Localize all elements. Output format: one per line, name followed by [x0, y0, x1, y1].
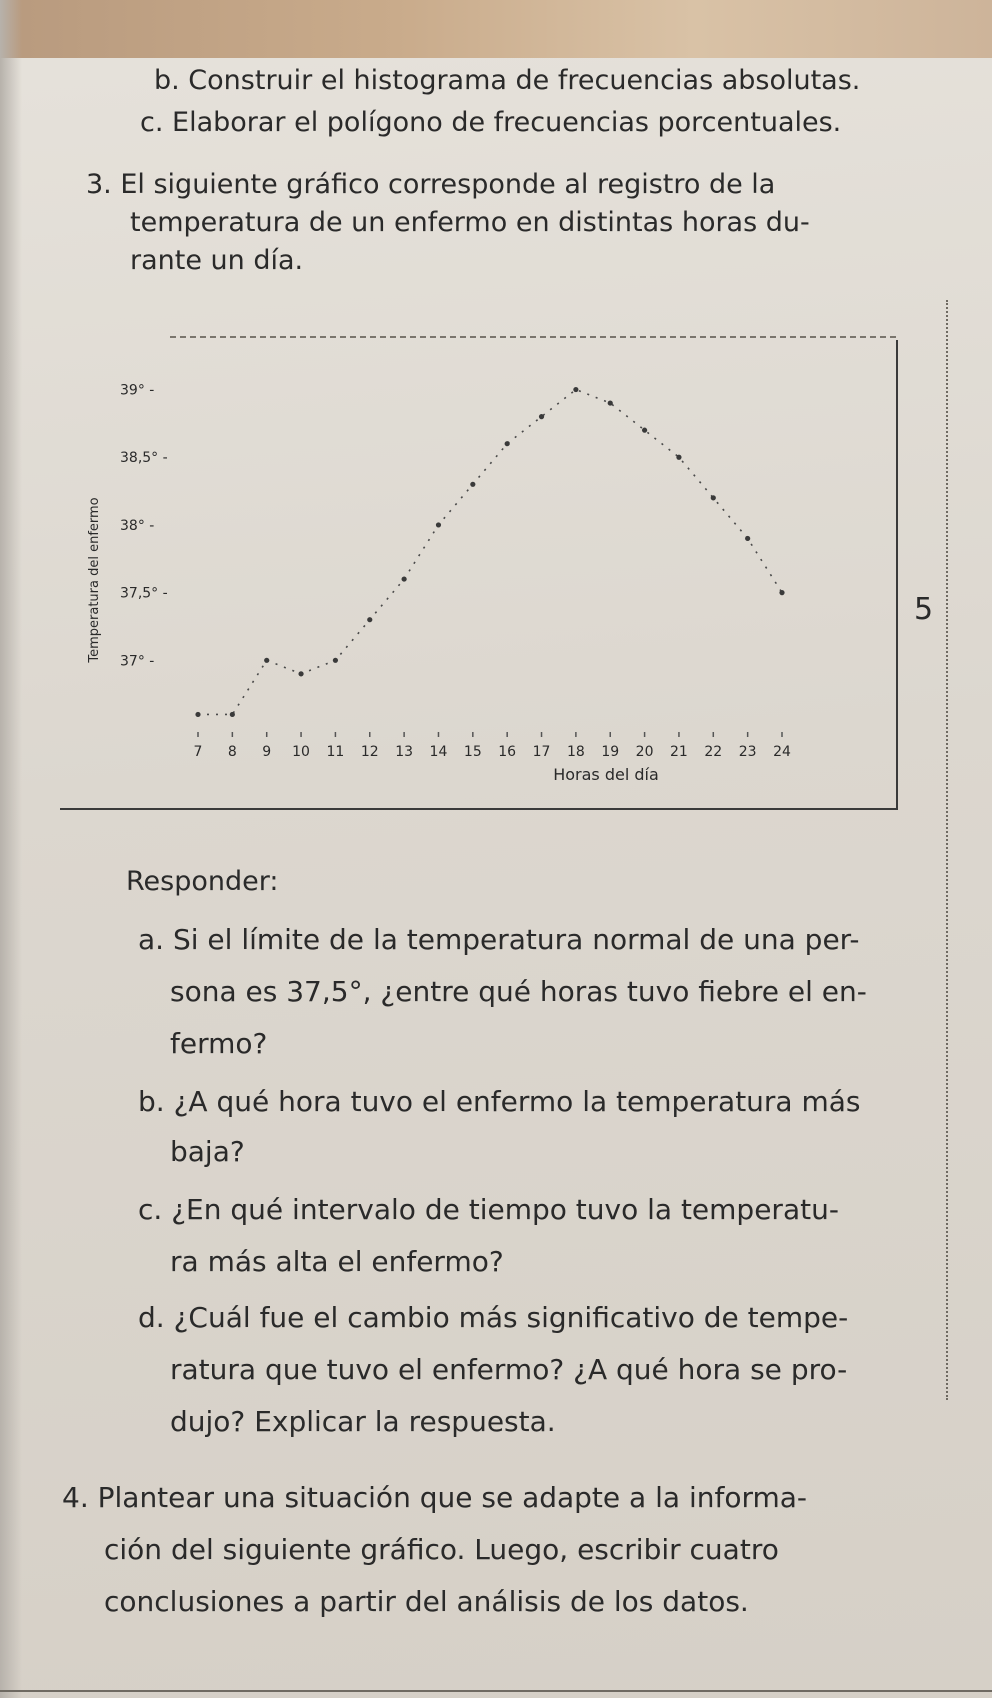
item-c-text: c. Elaborar el polígono de frecuencias porcentuales.: [140, 107, 842, 138]
x-tick-label: 18: [566, 744, 585, 760]
x-tick-label: 8: [227, 744, 237, 760]
x-tick-label: 17: [532, 744, 551, 760]
exercise-4-line-3: conclusiones a partir del análisis de los datos.: [104, 1585, 749, 1618]
temperature-point: [642, 428, 647, 433]
question-d-line-2: ratura que tuvo el enfermo? ¿A qué hora se pro-: [170, 1353, 848, 1386]
question-d-line-1: d. ¿Cuál fue el cambio más significativo de tempe-: [138, 1301, 849, 1334]
page-edge-shadow: [0, 0, 22, 1698]
exercise-4-line-1: 4. Plantear una situación que se adapte a la informa-: [62, 1481, 808, 1514]
x-tick-label: 9: [262, 744, 272, 760]
x-tick-label: 11: [326, 744, 345, 760]
item-b-text: b. Construir el histograma de frecuencias absolutas.: [154, 65, 861, 96]
background-strip: [0, 0, 992, 58]
question-a-line-3: fermo?: [170, 1027, 268, 1060]
question-b-line-1: b. ¿A qué hora tuvo el enfermo la temperatura más: [138, 1085, 861, 1118]
x-tick-label: 14: [429, 744, 448, 760]
exercise-3-line-2: temperatura de un enfermo en distintas horas du-: [130, 207, 810, 238]
y-axis-label: Temperatura del enfermo: [87, 497, 102, 663]
x-tick-label: 22: [704, 744, 723, 760]
y-tick-label: 37,5° -: [120, 585, 168, 602]
exercise-3-line-3: rante un día.: [130, 245, 304, 276]
temperature-point: [264, 658, 269, 663]
x-tick-labels: [194, 732, 791, 760]
temperature-point: [436, 522, 441, 527]
margin-number: 5: [914, 592, 934, 627]
temperature-point: [402, 576, 407, 581]
temperature-line: [198, 390, 782, 715]
temperature-series: [195, 387, 784, 717]
exercise-4-line-2: ción del siguiente gráfico. Luego, escribir cuatro: [104, 1533, 779, 1566]
question-c-line-1: c. ¿En qué intervalo de tiempo tuvo la temperatu-: [138, 1193, 839, 1226]
y-tick-label: 39° -: [120, 382, 155, 399]
temperature-point: [230, 712, 235, 717]
question-a-line-1: a. Si el límite de la temperatura normal de una per-: [138, 923, 860, 956]
question-d-line-3: dujo? Explicar la respuesta.: [170, 1405, 556, 1438]
temperature-point: [676, 455, 681, 460]
x-tick-label: 13: [395, 744, 414, 760]
question-c-line-2: ra más alta el enfermo?: [170, 1245, 504, 1278]
x-tick-label: 12: [360, 744, 379, 760]
margin-dotted-rule: [946, 300, 948, 1400]
temperature-point: [470, 482, 475, 487]
exercise-3-line-1: 3. El siguiente gráfico corresponde al registro de la: [86, 169, 776, 200]
question-a-line-2: sona es 37,5°, ¿entre qué horas tuvo fiebre el en-: [170, 975, 867, 1008]
temperature-point: [745, 536, 750, 541]
x-tick-label: 21: [670, 744, 688, 760]
responder-title: Responder:: [126, 866, 279, 897]
x-axis-label: Horas del día: [553, 765, 659, 784]
y-tick-label: 38,5° -: [120, 450, 168, 467]
temperature-point: [298, 671, 303, 676]
question-b-line-2: baja?: [170, 1135, 245, 1168]
temperature-point: [573, 387, 578, 392]
y-tick-labels: [120, 383, 168, 670]
temperature-point: [333, 658, 338, 663]
temperature-point: [505, 441, 510, 446]
x-tick-label: 19: [601, 744, 620, 760]
temperature-chart: [60, 340, 898, 810]
bottom-rule: [0, 1690, 992, 1692]
x-tick-label: 24: [773, 744, 791, 760]
x-tick-label: 15: [463, 744, 482, 760]
temperature-point: [779, 590, 784, 595]
x-tick-label: 23: [738, 744, 757, 760]
temperature-point: [711, 495, 716, 500]
x-tick-label: 7: [193, 744, 203, 760]
chart-canvas: [60, 340, 896, 808]
x-tick-label: 10: [292, 744, 310, 760]
temperature-point: [195, 712, 200, 717]
temperature-point: [367, 617, 372, 622]
x-tick-label: 20: [635, 744, 654, 760]
temperature-point: [539, 414, 544, 419]
y-tick-label: 37° -: [120, 653, 155, 670]
temperature-point: [608, 400, 613, 405]
x-tick-label: 16: [498, 744, 517, 760]
y-tick-label: 38° -: [120, 517, 155, 534]
chart-top-edge: [170, 336, 896, 338]
